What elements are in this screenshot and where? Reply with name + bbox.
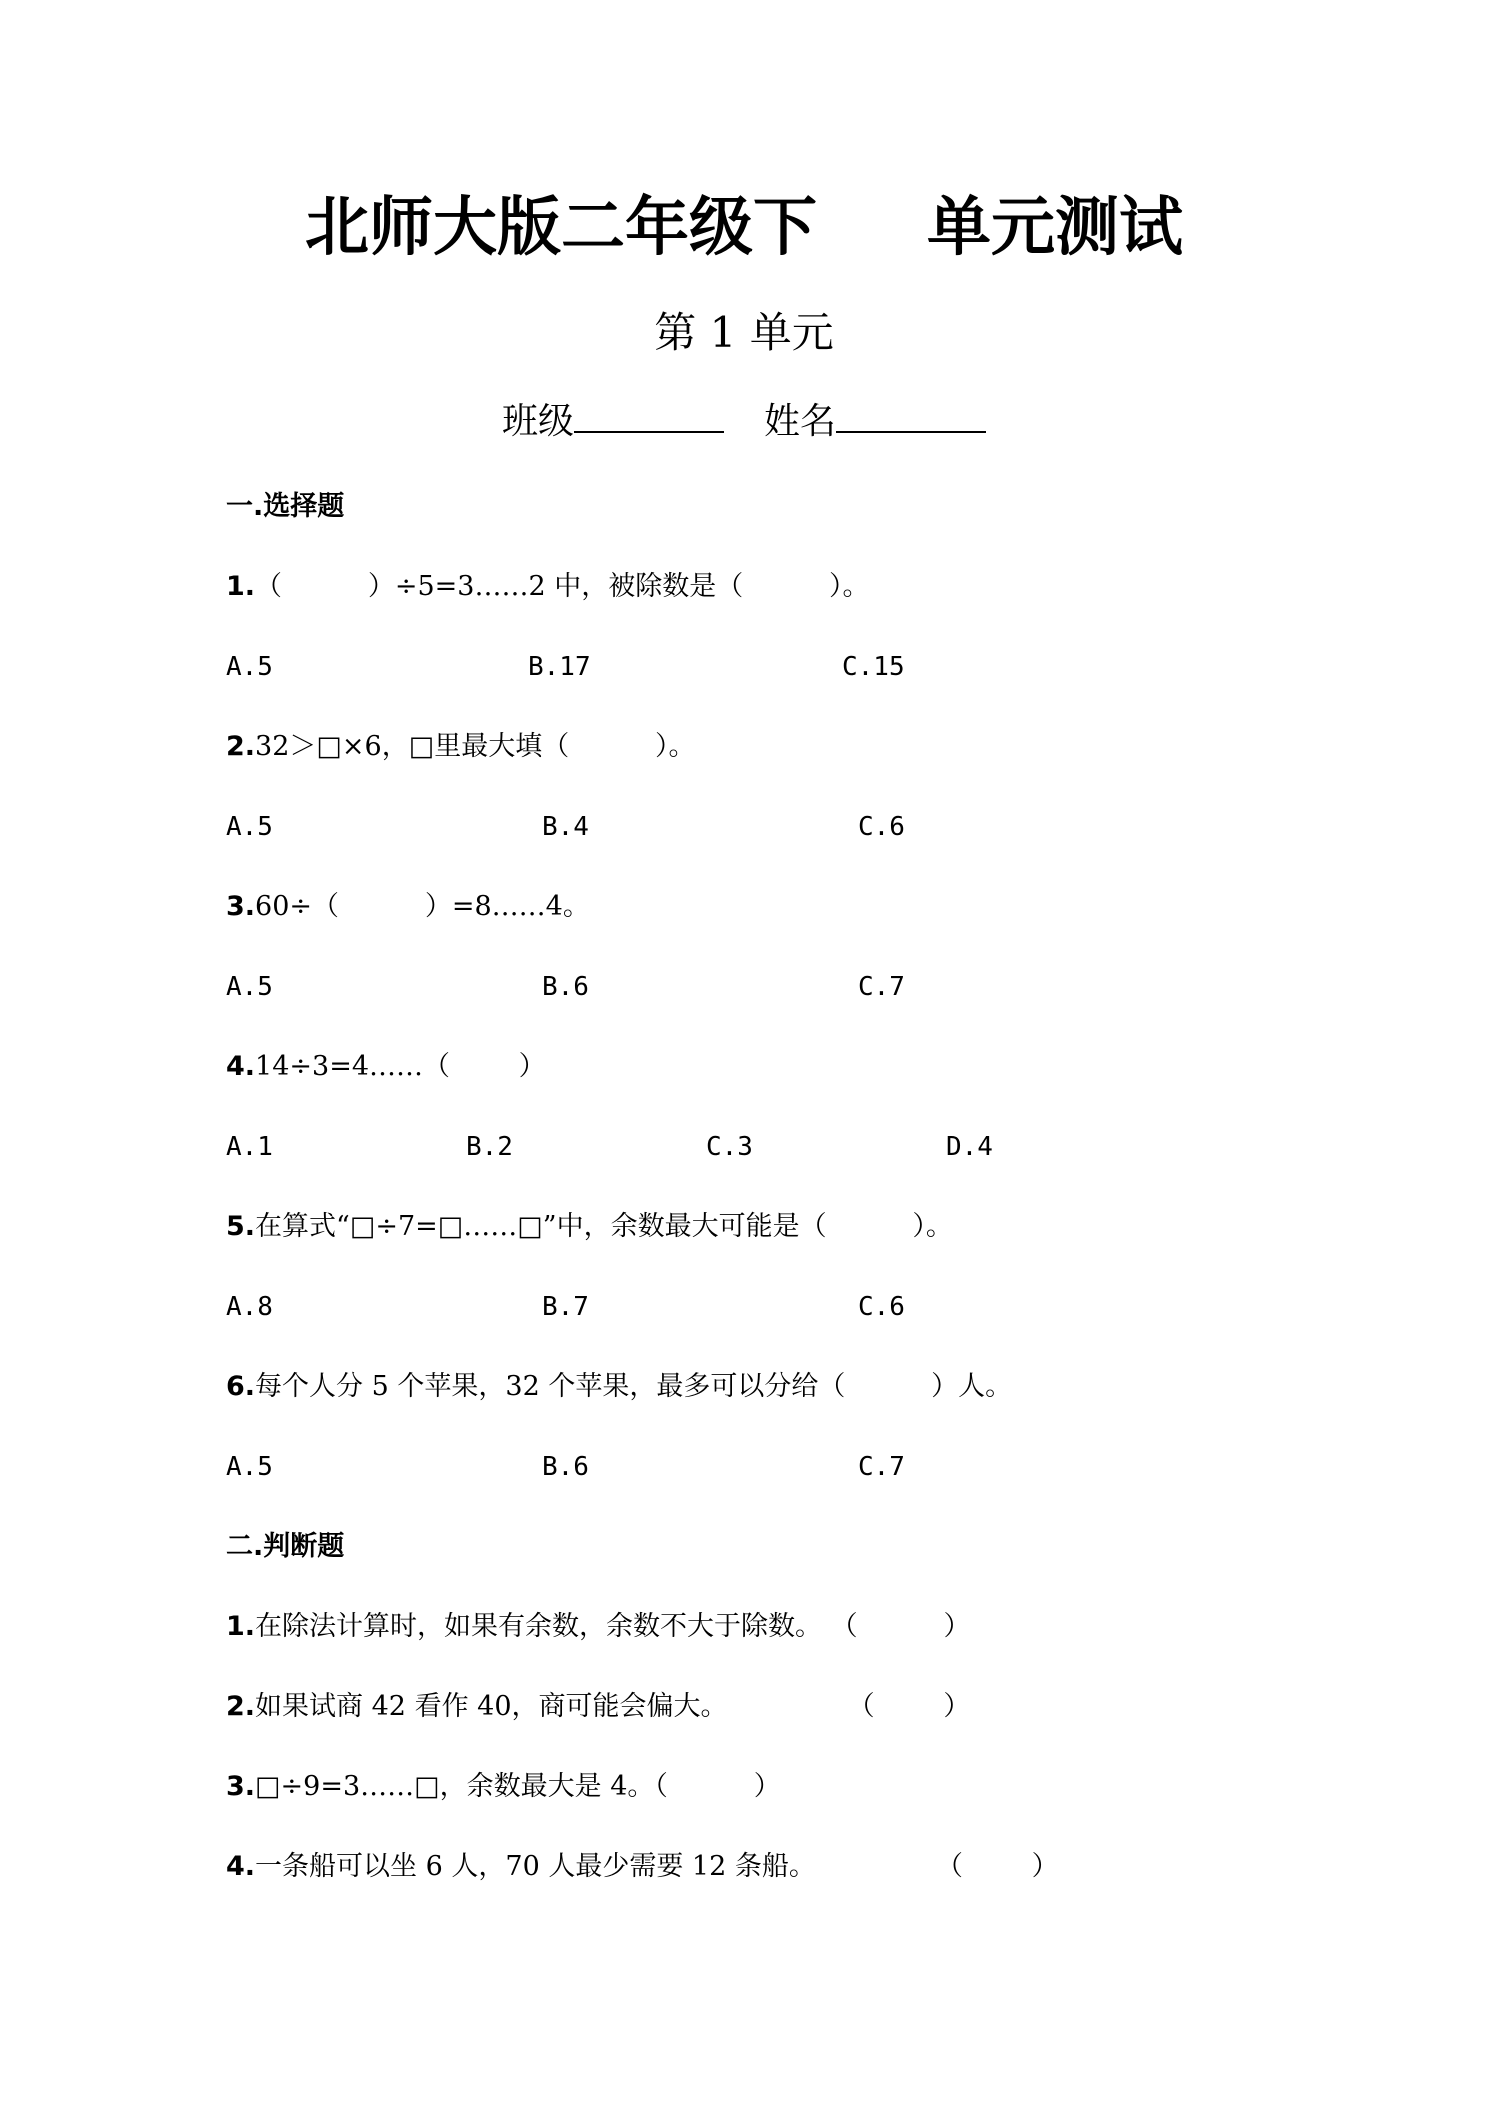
option-b[interactable]: B.7 [542, 1292, 589, 1322]
question-number: 4. [226, 1851, 256, 1882]
option-c[interactable]: C.7 [858, 972, 905, 1002]
question-number: 3. [226, 1771, 256, 1802]
option-a[interactable]: A.5 [226, 1452, 273, 1482]
option-b[interactable]: B.6 [542, 972, 589, 1002]
question-choice-1 [226, 569, 870, 605]
question-text: （ ）÷5=3……2 中，被除数是（ ）。 [255, 571, 870, 602]
option-c[interactable]: C.3 [706, 1132, 753, 1162]
option-d[interactable]: D.4 [946, 1132, 993, 1162]
question-choice-6 [226, 1369, 1012, 1405]
name-label: 姓名 [764, 401, 837, 442]
option-a[interactable]: A.5 [226, 812, 273, 842]
question-choice-4 [226, 1049, 546, 1085]
option-c[interactable]: C.7 [858, 1452, 905, 1482]
option-b[interactable]: B.2 [466, 1132, 513, 1162]
question-number: 1. [226, 571, 256, 602]
option-a[interactable]: A.1 [226, 1132, 273, 1162]
question-text: 每个人分 5 个苹果，32 个苹果，最多可以分给（ ）人。 [255, 1371, 1013, 1402]
question-choice-3 [226, 889, 590, 925]
name-blank[interactable] [836, 399, 986, 433]
question-text: 60÷（ ）=8……4。 [255, 891, 590, 922]
question-number: 6. [226, 1371, 256, 1402]
question-judgement-2 [226, 1689, 970, 1725]
question-number: 3. [226, 891, 256, 922]
page-title [0, 188, 1488, 268]
question-text: 在除法计算时，如果有余数，余数不大于除数。 （ ） [255, 1611, 971, 1642]
question-number: 1. [226, 1611, 256, 1642]
option-c[interactable]: C.6 [858, 1292, 905, 1322]
unit-subtitle: 第 1 单元 [654, 308, 834, 357]
option-b[interactable]: B.4 [542, 812, 589, 842]
question-choice-2 [226, 729, 696, 765]
question-text: 一条船可以坐 6 人，70 人最少需要 12 条船。 （ ） [255, 1851, 1059, 1882]
option-a[interactable]: A.5 [226, 972, 273, 1002]
section-heading-choice: 一.选择题 [226, 491, 345, 522]
question-judgement-3 [226, 1769, 781, 1805]
question-text: 14÷3=4……（ ） [255, 1051, 546, 1082]
option-b[interactable]: B.6 [542, 1452, 589, 1482]
question-number: 5. [226, 1211, 256, 1242]
title-left: 北师大版二年级下 [305, 191, 817, 265]
question-number: 4. [226, 1051, 256, 1082]
question-judgement-1 [226, 1609, 970, 1645]
section-heading-judgement: 二.判断题 [226, 1531, 345, 1562]
question-text: 32＞□×6，□里最大填（ ）。 [255, 731, 696, 762]
question-number: 2. [226, 731, 256, 762]
option-b[interactable]: B.17 [528, 652, 591, 682]
option-c[interactable]: C.15 [842, 652, 905, 682]
question-text: □÷9=3……□，余数最大是 4。（ ） [255, 1771, 781, 1802]
question-text: 如果试商 42 看作 40，商可能会偏大。 （ ） [255, 1691, 971, 1722]
question-judgement-4 [226, 1849, 1059, 1885]
class-blank[interactable] [574, 399, 724, 433]
class-label: 班级 [501, 401, 574, 442]
option-c[interactable]: C.6 [858, 812, 905, 842]
title-right: 单元测试 [927, 191, 1183, 265]
question-number: 2. [226, 1691, 256, 1722]
class-name-line [0, 398, 1488, 446]
option-a[interactable]: A.5 [226, 652, 273, 682]
question-text: 在算式“□÷7=□……□”中，余数最大可能是（ ）。 [255, 1211, 953, 1242]
question-choice-5 [226, 1209, 953, 1245]
option-a[interactable]: A.8 [226, 1292, 273, 1322]
